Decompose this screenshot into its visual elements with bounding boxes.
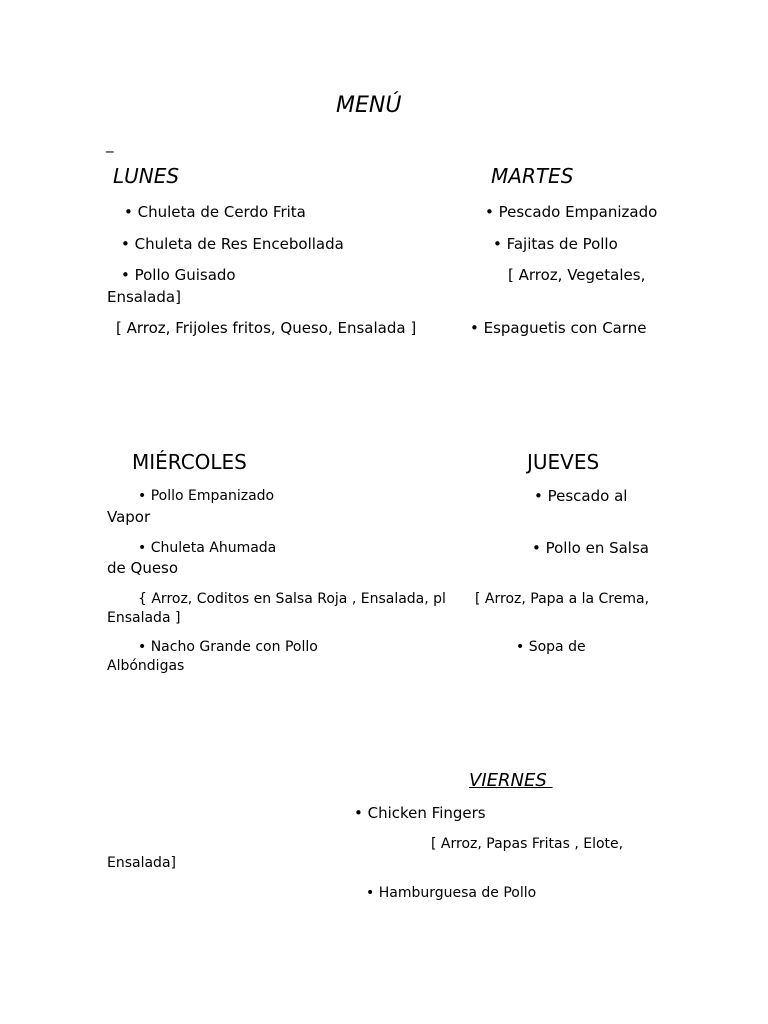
menu-item-jueves-3: • Sopa de [516, 639, 586, 655]
menu-item-jueves-2: • Pollo en Salsa [532, 539, 649, 557]
sides-viernes: [ Arroz, Papas Fritas , Elote, [431, 836, 624, 852]
day-heading-miercoles: MIÉRCOLES [132, 450, 247, 474]
menu-item-miercoles-3: • Nacho Grande con Pollo [138, 639, 318, 655]
menu-item-viernes-2: • Hamburguesa de Pollo [366, 885, 537, 901]
sides-martes: [ Arroz, Vegetales, [508, 266, 646, 284]
menu-wrap-miercoles-2: de Queso [107, 559, 179, 577]
menu-item-martes-2: • Fajitas de Pollo [493, 235, 618, 253]
sides-lunes: [ Arroz, Frijoles fritos, Queso, Ensalada ] [116, 319, 417, 337]
menu-item-miercoles-2: • Chuleta Ahumada [138, 540, 277, 556]
stray-mark: _ [106, 135, 114, 153]
menu-item-lunes-3: • Pollo Guisado [121, 266, 236, 284]
sides-miercoles: { Arroz, Coditos en Salsa Roja , Ensalada, pl [138, 591, 446, 607]
page-title: MENÚ [336, 93, 402, 118]
day-heading-jueves: JUEVES [527, 450, 600, 474]
menu-wrap-miercoles-3: Albóndigas [107, 658, 185, 674]
sides-wrap-miercoles: Ensalada ] [107, 610, 181, 626]
menu-item-martes-1: • Pescado Empanizado [485, 203, 658, 221]
menu-item-lunes-1: • Chuleta de Cerdo Frita [124, 203, 306, 221]
menu-item-martes-3: • Espaguetis con Carne [470, 319, 647, 337]
menu-item-miercoles-1: • Pollo Empanizado [138, 488, 275, 504]
menu-wrap-miercoles-1: Vapor [107, 508, 151, 526]
sides-jueves: [ Arroz, Papa a la Crema, [475, 591, 650, 607]
menu-wrap-lunes-3: Ensalada] [107, 288, 181, 306]
day-heading-lunes: LUNES [113, 164, 180, 188]
day-heading-viernes: VIERNES [469, 770, 553, 791]
menu-item-viernes-1: • Chicken Fingers [354, 804, 486, 822]
sides-wrap-viernes: Ensalada] [107, 855, 176, 871]
day-heading-martes: MARTES [491, 164, 574, 188]
menu-item-lunes-2: • Chuleta de Res Encebollada [121, 235, 344, 253]
menu-item-jueves-1: • Pescado al [534, 487, 628, 505]
